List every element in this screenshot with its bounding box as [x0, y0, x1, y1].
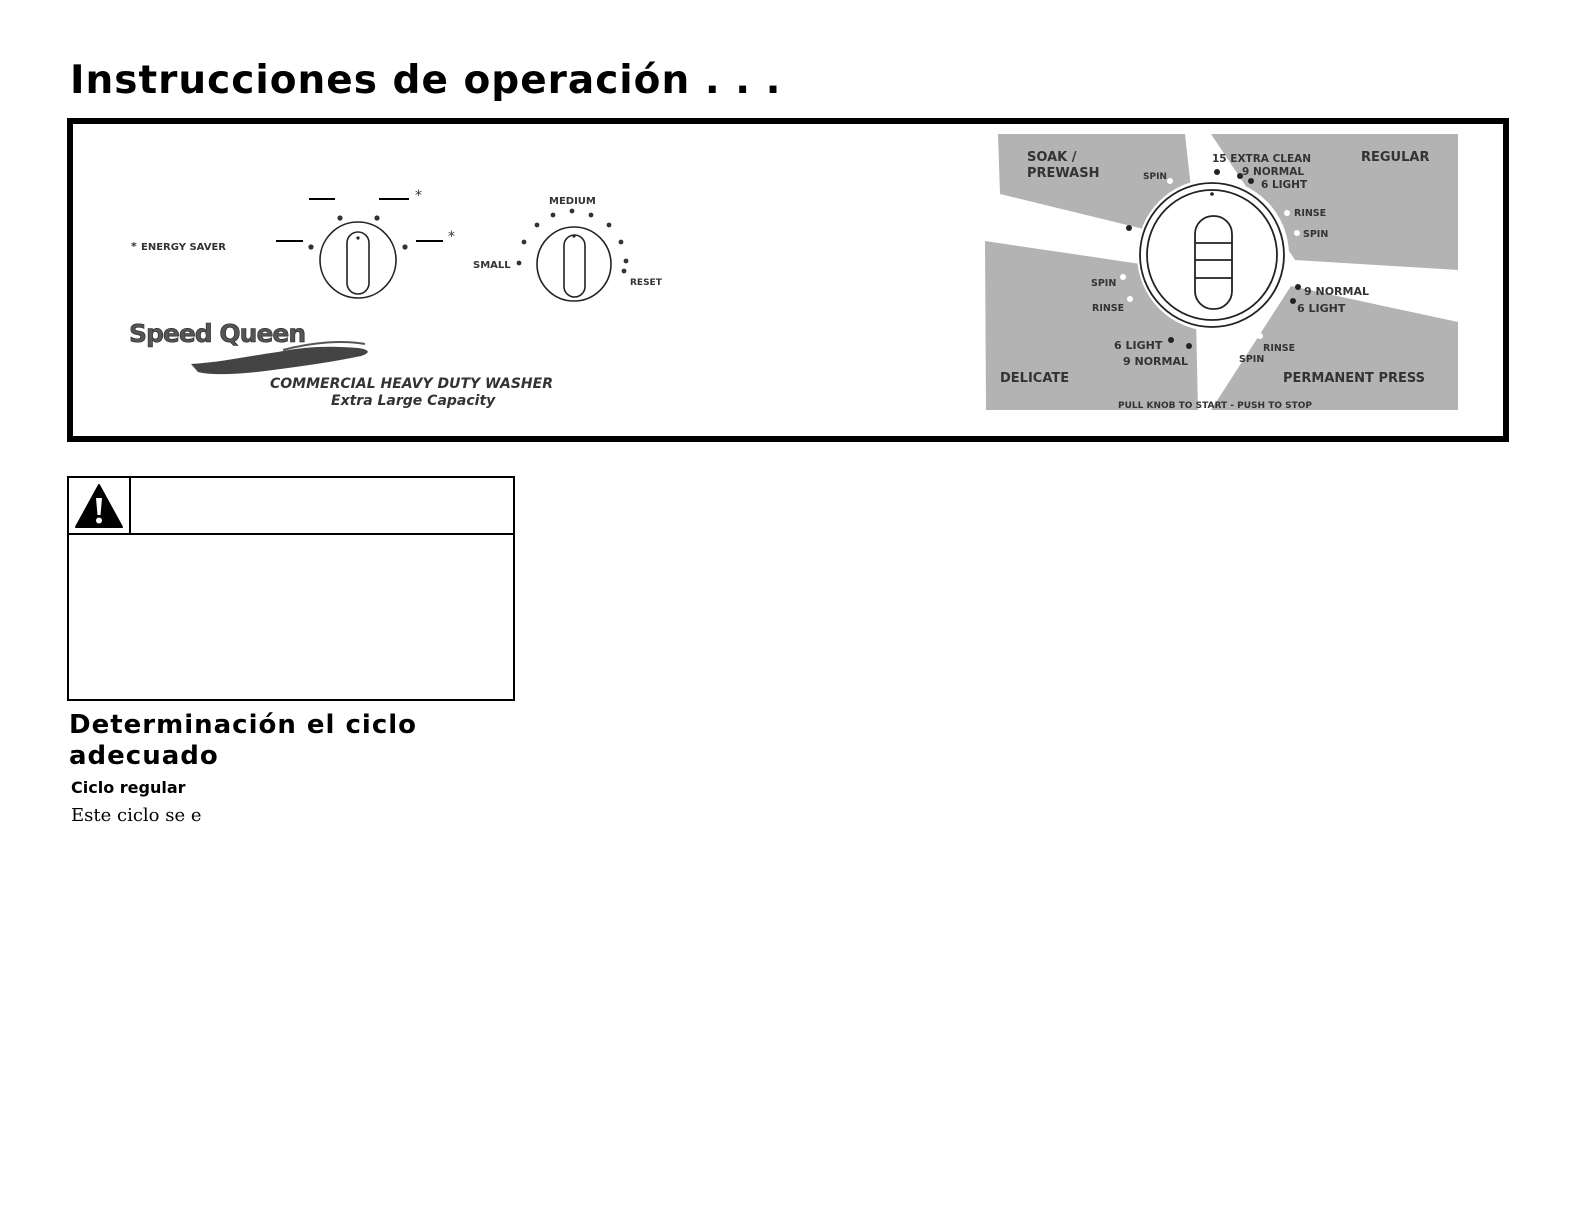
warning-icon-cell: [69, 478, 131, 533]
permanent-press-title: PERMANENT PRESS: [1283, 371, 1426, 386]
soak-spin-label: SPIN: [1143, 172, 1167, 182]
energy-saver-star: *: [131, 240, 137, 253]
page-title: Instrucciones de operación . . .: [70, 58, 782, 103]
pp-rinse: RINSE: [1263, 343, 1296, 354]
pp-normal: 9 NORMAL: [1304, 285, 1369, 298]
delicate-normal: 9 NORMAL: [1123, 355, 1188, 368]
delicate-spin: SPIN: [1091, 278, 1117, 289]
load-size-knob[interactable]: [473, 196, 663, 301]
body-paragraph: Este ciclo se e: [71, 805, 202, 826]
pp-light: 6 LIGHT: [1297, 302, 1346, 315]
small-label: SMALL: [473, 260, 511, 271]
warning-header: [69, 478, 513, 535]
temp-star-top: *: [415, 188, 422, 204]
pp-spin: SPIN: [1239, 354, 1265, 365]
regular-rinse: RINSE: [1294, 208, 1327, 219]
delicate-rinse: RINSE: [1092, 303, 1125, 314]
energy-saver-label: ENERGY SAVER: [141, 242, 226, 253]
control-panel-drawing: [73, 124, 1503, 436]
regular-normal: 9 NORMAL: [1242, 166, 1305, 178]
sub-heading: Ciclo regular: [71, 778, 186, 797]
capacity-label: Extra Large Capacity: [331, 393, 496, 409]
delicate-title: DELICATE: [1000, 371, 1070, 386]
delicate-light: 6 LIGHT: [1114, 339, 1163, 352]
prewash-title: PREWASH: [1027, 166, 1100, 181]
regular-light: 6 LIGHT: [1261, 179, 1308, 191]
speed-queen-logo: [129, 319, 368, 374]
product-line: COMMERCIAL HEAVY DUTY WASHER: [270, 376, 553, 392]
logo-text: Speed Queen: [129, 319, 306, 348]
regular-extra-clean: 15 EXTRA CLEAN: [1212, 153, 1312, 165]
medium-label: MEDIUM: [549, 196, 596, 207]
section-heading: Determinación el ciclo adecuado: [69, 710, 418, 771]
reset-label: RESET: [630, 278, 662, 288]
cycle-selector-dial[interactable]: [985, 134, 1458, 411]
warning-triangle-icon: [73, 482, 125, 530]
soak-title: SOAK /: [1027, 150, 1077, 165]
control-panel: [67, 118, 1509, 442]
temperature-knob[interactable]: [276, 188, 455, 298]
warning-box: [67, 476, 515, 701]
regular-spin: SPIN: [1303, 229, 1329, 240]
regular-title: REGULAR: [1361, 150, 1430, 165]
start-stop-instruction: PULL KNOB TO START - PUSH TO STOP: [1118, 401, 1312, 411]
temp-star-right: *: [448, 229, 455, 245]
